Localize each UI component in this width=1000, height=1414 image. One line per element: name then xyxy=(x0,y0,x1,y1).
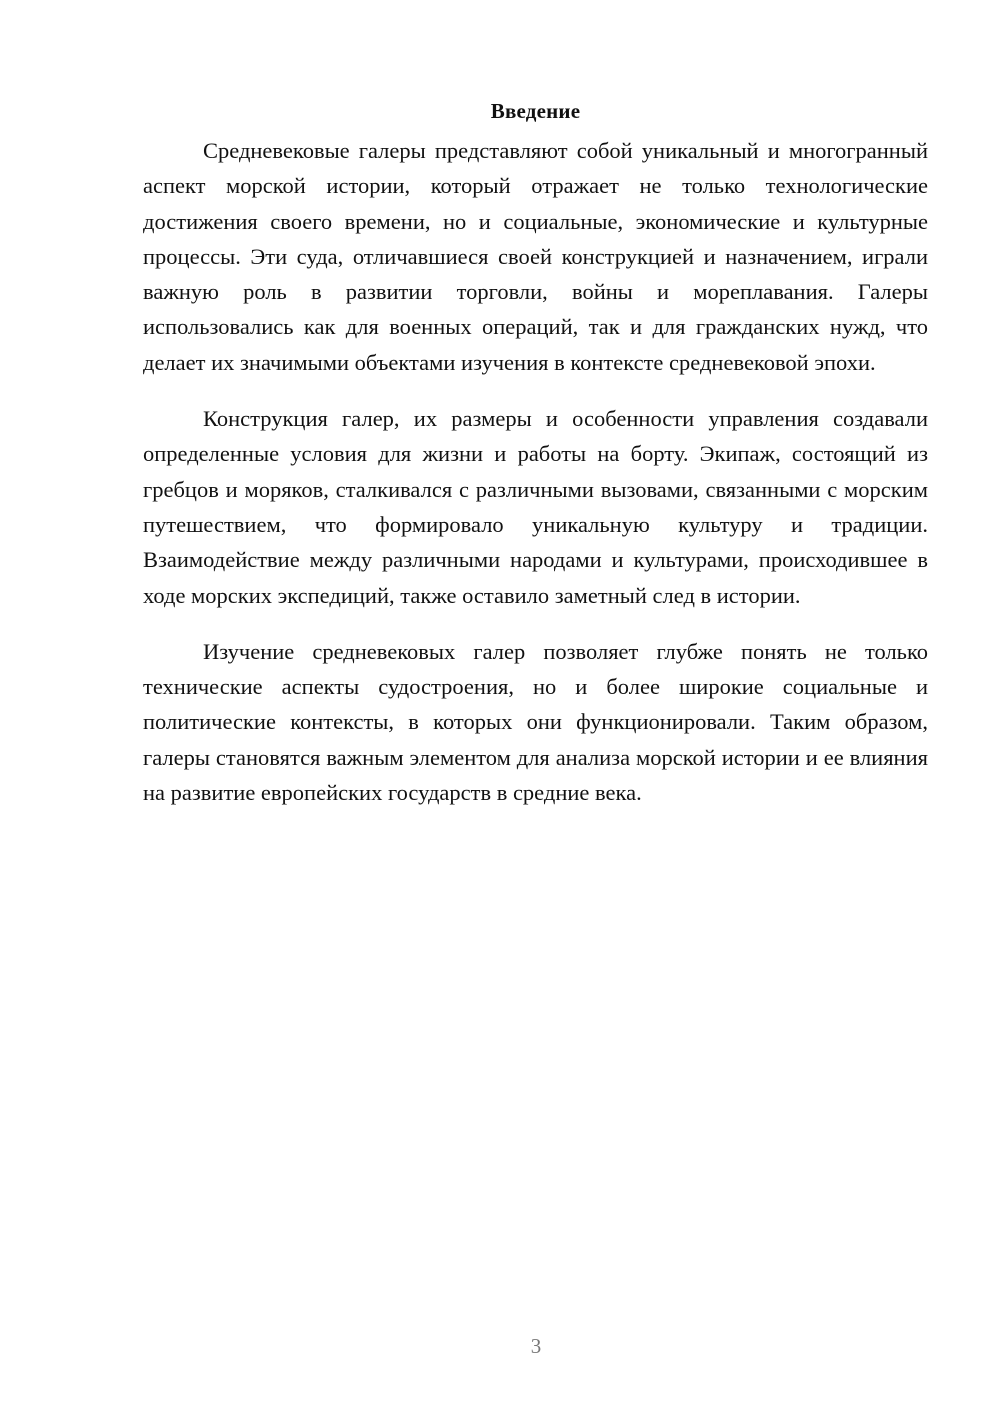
paragraph-2: Конструкция галер, их размеры и особенности управления создавали определенные условия для жизни и работы на борту. Экипаж, состоящий из гребцов и моряков, сталкивался с различными вызовами, связанными с морским путешествием, что формировало уникальную культуру и традиции. Взаимодействие между различными народами и культурами, происходившее в ходе морских экспедиций, также оставило заметный след в истории. xyxy=(143,406,928,608)
document-body xyxy=(143,97,928,831)
section-title: Введение xyxy=(490,99,581,123)
paragraph-3: Изучение средневековых галер позволяет глубже понять не только технические аспекты судостроения, но и более широкие социальные и политические контексты, в которых они функционировали. Таким образом, галеры становятся важным элементом для анализа морской истории и ее влияния на развитие европейских государств в средние века. xyxy=(143,638,928,806)
paragraph-1: Средневековые галеры представляют собой уникальный и многогранный аспект морской истории, который отражает не только технологические достижения своего времени, но и социальные, экономические и культурные процессы. Эти суда, отличавшиеся своей конструкцией и назначением, играли важную роль в развитии торговли, войны и мореплавания. Галеры использовались как для военных операций, так и для гражданских нужд, что делает их значимыми объектами изучения в контексте средневековой эпохи. xyxy=(143,138,928,375)
page-number: 3 xyxy=(530,1334,542,1358)
